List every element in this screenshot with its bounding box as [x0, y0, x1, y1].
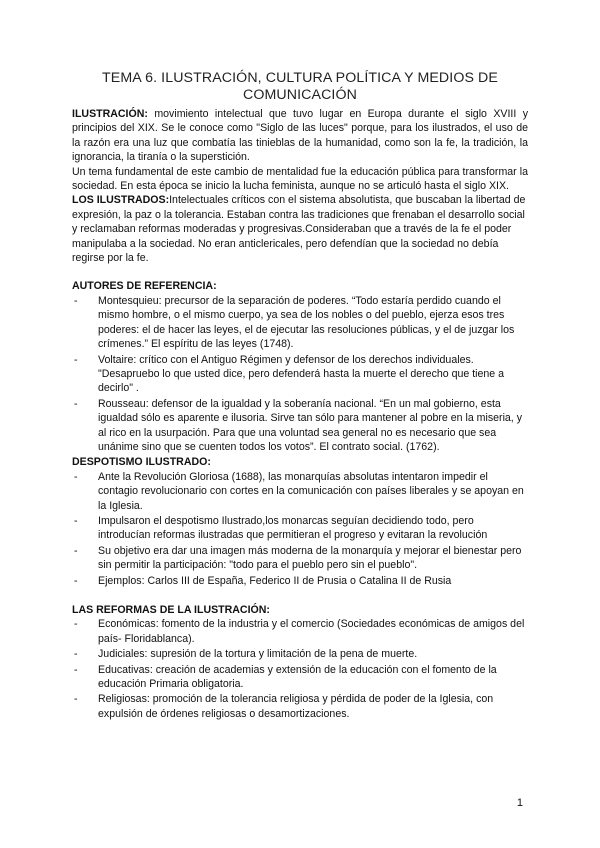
- document-page: [72, 70, 528, 722]
- list-item: - Judiciales: supresión de la tortura y limitación de la pena de muerte.: [98, 647, 528, 661]
- ilustrados-paragraph: [72, 193, 528, 265]
- list-item: - Rousseau: defensor de la igualdad y la soberanía nacional. “En un mal gobierno, esta igualdad sólo es aparente e ilusoria. Sirve tan sólo para mantener al pobre en la miseria, y al rico en la usurpación. Para que una voluntad sea general no es necesario que sea unánime sino que se cuenten todos los votos”. El contrato social. (1762).: [98, 397, 528, 455]
- list-item: - Educativas: creación de academias y extensión de la educación con el fomento de la educación Primaria obligatoria.: [98, 663, 528, 692]
- page-title: TEMA 6. ILUSTRACIÓN, CULTURA POLÍTICA Y MEDIOS DE COMUNICACIÓN: [102, 70, 498, 103]
- list-item: - Económicas: fomento de la industria y el comercio (Sociedades económicas de amigos del país- Floridablanca).: [98, 617, 528, 646]
- despotismo-list: [72, 470, 528, 588]
- page-number: 1: [516, 797, 523, 809]
- despotismo-heading: DESPOTISMO ILUSTRADO:: [72, 456, 211, 469]
- ilustrados-text: Intelectuales críticos con el sistema absolutista, que buscaban la libertad de expresión, la paz o la tolerancia. Estaban contra las tradiciones que frenaban el desarrollo social y reclamaban reformas moderadas y progresivas.Consideraban que a través de la fe el poder manipulaba a la sociedad. No eran anticlericales, pero defendían que la sociedad no debía regirse por la fe.: [72, 194, 526, 265]
- list-item: - Religiosas: promoción de la tolerancia religiosa y pérdida de poder de la Iglesia, con expulsión de órdenes religiosas o desamortizaciones.: [98, 692, 528, 721]
- autores-list: [72, 294, 528, 454]
- ilustracion-paragraph: [72, 107, 528, 165]
- list-item: - Ante la Revolución Gloriosa (1688), las monarquías absolutas intentaron impedir el contagio revolucionario con cortes en la comunicación con países liberales y se apoyan en la Iglesia.: [98, 470, 528, 513]
- list-item: - Montesquieu: precursor de la separación de poderes. “Todo estaría perdido cuando el mismo hombre, o el mismo cuerpo, ya sea de los nobles o del pueblo, ejerza esos tres poderes: el de hacer las leyes, el de ejecutar las resoluciones públicas, y el de juzgar los crímenes.” El espíritu de las leyes (1748).: [98, 294, 528, 352]
- reformas-list: [72, 617, 528, 721]
- list-item: - Impulsaron el despotismo Ilustrado,los monarcas seguían decidiendo todo, pero introducían reformas ilustradas que permitieran el progreso y evitaran la revolución: [98, 514, 528, 543]
- list-item: - Ejemplos: Carlos III de España, Federico II de Prusia o Catalina II de Rusia: [98, 574, 528, 588]
- list-item: - Voltaire: crítico con el Antiguo Régimen y defensor de los derechos individuales. "Desapruebo lo que usted dice, pero defenderá hasta la muerte el derecho que tiene a decirlo" .: [98, 353, 528, 396]
- ilustracion-term: ILUSTRACIÓN:: [72, 108, 148, 120]
- autores-heading: AUTORES DE REFERENCIA:: [72, 280, 217, 293]
- ilustracion-definition: movimiento intelectual que tuvo lugar en Europa durante el siglo XVIII y principios del XIX. Se le conoce como "Siglo de las luces" porque, para los ilustrados, el uso de la razón era una luz que combatía las tinieblas de la humanidad, como son la fe, la tradición, la ignorancia, la tiranía o la superstición.: [72, 108, 528, 164]
- list-item: - Su objetivo era dar una imagen más moderna de la monarquía y mejorar el bienestar pero sin permitir la participación: "todo para el pueblo pero sin el pueblo".: [98, 544, 528, 573]
- ilustrados-term: LOS ILUSTRADOS:: [72, 194, 170, 207]
- reformas-heading: LAS REFORMAS DE LA ILUSTRACIÓN:: [72, 604, 270, 616]
- ilustracion-extra: Un tema fundamental de este cambio de mentalidad fue la educación pública para transformar la sociedad. En esta época se inicio la lucha feminista, aunque no se articuló hasta el siglo XIX.: [72, 165, 528, 193]
